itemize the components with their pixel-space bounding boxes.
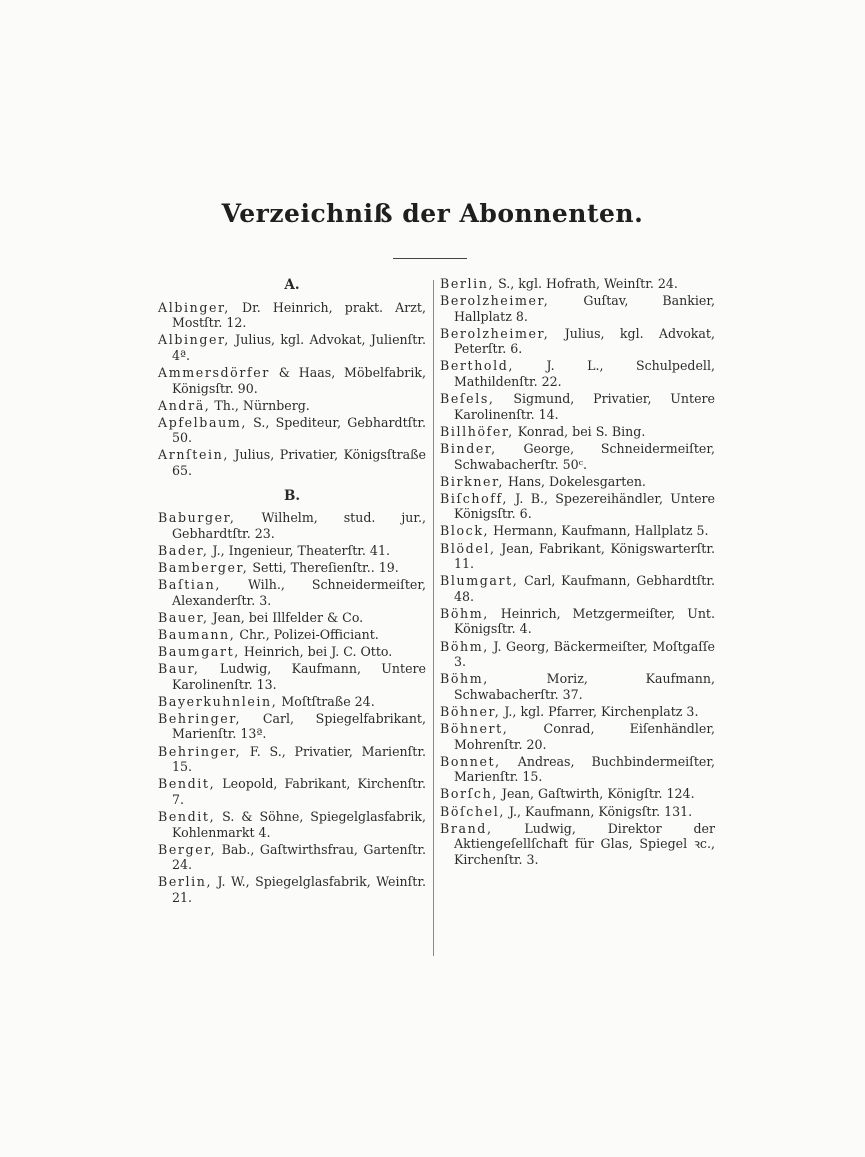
entry-name: Berger, xyxy=(158,841,217,857)
list-entry xyxy=(440,754,715,785)
entry-details: Ludwig, Direktor der Aktiengeſellſchaft für Glas, Spiegel ꝛc., Kirchenſtr. 3. xyxy=(454,820,715,867)
entry-details: George, Schneidermeiſter, Schwabacherſtr. 50ᶜ. xyxy=(454,440,715,472)
entry-details: Jean, Gaſtwirth, Königſtr. 124. xyxy=(497,786,695,802)
entry-details: S., kgl. Hofrath, Weinſtr. 24. xyxy=(494,276,678,291)
entry-name: Böhm, xyxy=(440,671,489,687)
list-entry xyxy=(158,711,426,742)
entry-details: Konrad, bei S. Bing. xyxy=(513,423,646,439)
list-entry xyxy=(158,644,426,660)
list-entry xyxy=(440,541,715,572)
list-entry xyxy=(440,639,715,670)
entry-details: & Haas, Möbelfabrik, Königsſtr. 90. xyxy=(172,364,426,396)
entry-name: Baſtian, xyxy=(158,577,221,593)
entry-name: Behringer, xyxy=(158,743,242,759)
list-entry xyxy=(440,606,715,637)
entry-details: Hans, Dokelesgarten. xyxy=(503,473,646,489)
entry-details: Th., Nürnberg. xyxy=(210,397,310,413)
entry-name: Borſch, xyxy=(440,786,498,802)
list-entry xyxy=(158,577,426,608)
list-entry xyxy=(158,332,426,363)
entry-details: J. W., Spiegelglasfabrik, Weinſtr. 21. xyxy=(172,874,426,905)
list-entry xyxy=(158,874,426,905)
entry-details: Julius, Privatier, Königsſtraße 65. xyxy=(172,447,426,479)
list-entry xyxy=(440,293,715,324)
entry-name: Billhöfer, xyxy=(440,423,514,439)
list-a xyxy=(158,300,426,479)
list-entry xyxy=(158,560,426,576)
entry-name: Bayerkuhnlein, xyxy=(158,693,278,709)
list-entry xyxy=(158,776,426,807)
entry-name: Berolzheimer, xyxy=(440,293,550,309)
entry-details: Jean, Fabrikant, Königswarterſtr. 11. xyxy=(454,540,715,572)
entry-name: Beſels, xyxy=(440,391,495,407)
list-entry xyxy=(158,365,426,396)
entry-name: Baumann, xyxy=(158,626,236,642)
entry-details: Dr. Heinrich, prakt. Arzt, Mostſtr. 12. xyxy=(172,299,426,331)
entry-details: Leopold, Fabrikant, Kirchenſtr. 7. xyxy=(172,776,426,807)
entry-name: Apfelbaum, xyxy=(158,414,247,430)
entry-name: Bader, xyxy=(158,542,209,558)
list-entry xyxy=(440,573,715,604)
list-entry xyxy=(440,523,715,539)
section-letter-b: B. xyxy=(283,487,301,504)
list-entry xyxy=(440,474,715,490)
list-entry xyxy=(440,671,715,702)
entry-details: Carl, Kaufmann, Gebhardtſtr. 48. xyxy=(454,573,715,604)
entry-name: Albinger, xyxy=(158,299,230,315)
entry-name: Block, xyxy=(440,523,490,539)
list-entry xyxy=(158,300,426,331)
title-rule xyxy=(393,258,467,259)
list-entry xyxy=(440,821,715,868)
list-entry xyxy=(158,627,426,643)
left-column xyxy=(158,276,426,907)
entry-name: Andrä, xyxy=(158,397,211,413)
entry-name: Berolzheimer, xyxy=(440,325,550,341)
entry-name: Blödel, xyxy=(440,540,496,556)
entry-details: Heinrich, Metzgermeiſter, Unt. Königsſtr. 4. xyxy=(454,605,715,637)
column-divider xyxy=(433,280,434,956)
entry-name: Bamberger, xyxy=(158,560,249,575)
entry-details: Setti, Thereſienſtr.. 19. xyxy=(248,560,399,575)
entry-details: Guſtav, Bankier, Hallplatz 8. xyxy=(454,293,715,324)
entry-name: Brand, xyxy=(440,820,493,836)
list-entry xyxy=(440,804,715,820)
entry-name: Berlin, xyxy=(158,874,213,890)
list-entry xyxy=(440,424,715,440)
entry-name: Böhm, xyxy=(440,638,489,654)
entry-name: Bendit, xyxy=(158,776,216,792)
entry-details: S. & Söhne, Spiegelglasfabrik, Kohlenmarkt 4. xyxy=(172,808,426,840)
entry-details: Ludwig, Kaufmann, Untere Karolinenſtr. 13. xyxy=(172,661,426,692)
list-entry xyxy=(440,786,715,802)
entry-details: Carl, Spiegelfabrikant, Marienſtr. 13ª. xyxy=(172,710,426,742)
entry-name: Baur, xyxy=(158,661,200,677)
page-title: Verzeichniß der Abonnenten. xyxy=(221,199,644,228)
entry-name: Baumgart, xyxy=(158,643,240,659)
entry-details: J., Ingenieur, Theaterſtr. 41. xyxy=(208,542,390,558)
section-letter-a: A. xyxy=(284,277,300,293)
entry-details: F. S., Privatier, Marienſtr. 15. xyxy=(172,743,426,775)
entry-name: Böhner, xyxy=(440,703,501,719)
list-entry xyxy=(158,610,426,626)
entry-details: J. B., Spezereihändler, Untere Königsſtr. 6. xyxy=(454,490,715,522)
entry-details: Conrad, Eiſenhändler, Mohrenſtr. 20. xyxy=(454,721,715,752)
list-entry xyxy=(158,661,426,692)
list-entry xyxy=(158,842,426,873)
entry-details: Wilh., Schneidermeiſter, Alexanderſtr. 3. xyxy=(172,577,426,608)
entry-details: Julius, kgl. Advokat, Julienſtr. 4ª. xyxy=(172,332,426,363)
entry-name: Birkner, xyxy=(440,473,504,489)
list-entry xyxy=(158,415,426,446)
entry-details: Chr., Polizei-Officiant. xyxy=(235,626,379,642)
list-entry xyxy=(440,391,715,422)
entry-details: J. Georg, Bäckermeiſter, Moſtgaſſe 3. xyxy=(454,638,715,670)
entry-name: Bendit, xyxy=(158,808,216,824)
list-entry xyxy=(158,809,426,840)
entry-name: Arnſtein, xyxy=(158,447,229,463)
entry-details: Sigmund, Privatier, Untere Karolinenſtr. 14. xyxy=(454,391,715,422)
entry-details: Heinrich, bei J. C. Otto. xyxy=(239,643,393,659)
entry-details: Moſtſtraße 24. xyxy=(277,693,375,709)
list-entry xyxy=(158,398,426,414)
entry-name: Albinger, xyxy=(158,332,230,348)
entry-details: S., Spediteur, Gebhardtſtr. 50. xyxy=(172,414,426,446)
entry-name: Binder, xyxy=(440,440,497,456)
entry-name: Böhnert, xyxy=(440,721,509,737)
list-entry xyxy=(440,276,715,292)
entry-details: Bab., Gaſtwirthsfrau, Gartenſtr. 24. xyxy=(172,841,426,873)
right-column xyxy=(440,276,715,869)
entry-name: Ammersdörfer xyxy=(158,364,270,380)
entry-details: J., Kaufmann, Königsſtr. 131. xyxy=(504,803,693,819)
entry-details: Wilhelm, stud. jur., Gebhardtſtr. 23. xyxy=(172,510,426,541)
list-entry xyxy=(440,358,715,389)
entry-name: Biſchoff, xyxy=(440,490,508,506)
list-entry xyxy=(158,744,426,775)
entry-details: Moriz, Kaufmann, Schwabacherſtr. 37. xyxy=(454,671,715,702)
entry-details: Julius, kgl. Advokat, Peterſtr. 6. xyxy=(454,325,715,357)
list-entry xyxy=(440,326,715,357)
list-entry xyxy=(158,447,426,478)
entry-name: Blumgart, xyxy=(440,573,519,589)
entry-details: Andreas, Buchbindermeiſter, Marienſtr. 15. xyxy=(454,753,715,785)
entry-name: Berthold, xyxy=(440,358,514,374)
list-entry xyxy=(158,543,426,559)
list-entry xyxy=(158,694,426,710)
entry-name: Berlin, xyxy=(440,276,495,291)
entry-details: J. L., Schulpedell, Mathildenſtr. 22. xyxy=(454,358,715,390)
list-entry xyxy=(440,441,715,472)
entry-name: Bauer, xyxy=(158,609,209,625)
list-entry xyxy=(440,704,715,720)
entry-name: Böſchel, xyxy=(440,803,505,819)
entry-name: Behringer, xyxy=(158,710,242,726)
entry-name: Böhm, xyxy=(440,605,489,621)
list-entry xyxy=(158,510,426,541)
entry-details: Hermann, Kaufmann, Hallplatz 5. xyxy=(489,523,709,539)
list-entry xyxy=(440,491,715,522)
list-b xyxy=(158,510,426,905)
entry-details: Jean, bei Illfelder & Co. xyxy=(208,609,364,625)
entry-details: J., kgl. Pfarrer, Kirchenplatz 3. xyxy=(500,703,699,719)
list-entry xyxy=(440,721,715,752)
entry-name: Baburger, xyxy=(158,510,236,526)
entry-name: Bonnet, xyxy=(440,753,501,769)
